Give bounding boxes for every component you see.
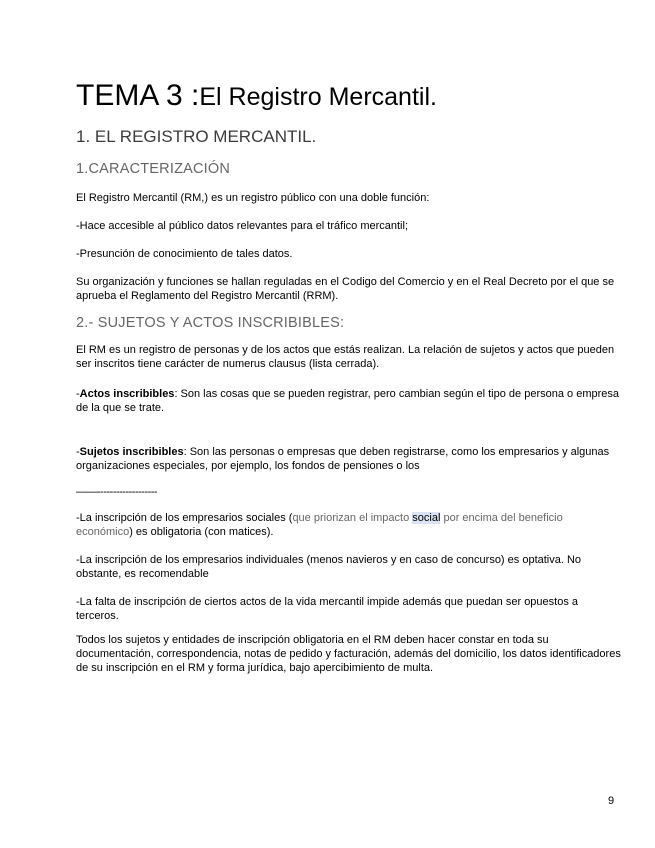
paragraph-falta-inscripcion: -La falta de inscripción de ciertos actos de la vida mercantil impide además que puedan ser opuestos a terceros. [76, 596, 579, 622]
sociales-text-a: -La inscripción de los empresarios sociales ( [76, 512, 293, 524]
section-1-heading: 1. EL REGISTRO MERCANTIL. [76, 127, 317, 146]
paragraph-definition: El Registro Mercantil (RM,) es un registro público con una doble función: [76, 192, 430, 204]
paragraph-function-2: -Presunción de conocimiento de tales datos. [76, 248, 293, 260]
paragraph-obligaciones: Todos los sujetos y entidades de inscripción obligatoria en el RM deben hacer constar en toda su documentación, correspondencia, notas de pedido y facturación, además del domicilio, los datos identificadores de su inscripción en el RM y forma jurídica, bajo apercibimiento de multa. [76, 634, 621, 674]
section-1-subheading: 1.CARACTERIZACIÓN [76, 161, 231, 177]
sujetos-label: Sujetos inscribibles [79, 446, 184, 458]
selected-word-highlight[interactable]: social [412, 512, 441, 524]
sujetos-prefix: - [76, 446, 80, 458]
page-content [76, 74, 621, 675]
paragraph-regulation: Su organización y funciones se hallan reguladas en el Codigo del Comercio y en el Real Decreto por el que se aprueba el Reglamento del Registro Mercantil (RRM). [76, 276, 615, 302]
title-part-1: TEMA 3 : [76, 79, 200, 112]
actos-label: Actos inscribibles [79, 388, 175, 400]
sociales-text-d: por encima del beneficio económico [76, 512, 563, 538]
actos-text: : Son las cosas que se pueden registrar, pero cambian según el tipo de persona o empresa de la que se trate. [76, 388, 619, 414]
document-title [76, 74, 621, 117]
sociales-text-e: ) es obligatoria (con matices). [129, 526, 274, 538]
paragraph-function-1: -Hace accesible al público datos relevantes para el tráfico mercantil; [76, 220, 408, 232]
actos-prefix: - [76, 388, 80, 400]
paragraph-rm-intro: El RM es un registro de personas y de los actos que estás realizan. La relación de sujetos y actos que pueden ser inscritos tiene carácter de numerus clausus (lista cerrada). [76, 344, 615, 370]
section-2-heading: 2.- SUJETOS Y ACTOS INSCRIBIBLES: [76, 315, 345, 331]
title-part-2: El Registro Mercantil. [199, 83, 437, 111]
paragraph-empresarios-sociales [76, 511, 621, 539]
paragraph-sujetos-inscribibles [76, 445, 621, 473]
sujetos-text: : Son las personas o empresas que deben registrarse, como los empresarios y algunas organizaciones especiales, por ejemplo, los fondos de pensiones o los [76, 446, 610, 472]
paragraph-actos-inscribibles [76, 387, 621, 415]
page-number: 9 [608, 795, 615, 807]
paragraph-empresarios-individuales: -La inscripción de los empresarios individuales (menos navieros y en caso de concurso) es optativa. No obstante, es recomendable [76, 554, 582, 580]
sociales-text-b: que priorizan el impacto [292, 512, 413, 524]
dash-divider: ——------------------- [76, 486, 158, 498]
